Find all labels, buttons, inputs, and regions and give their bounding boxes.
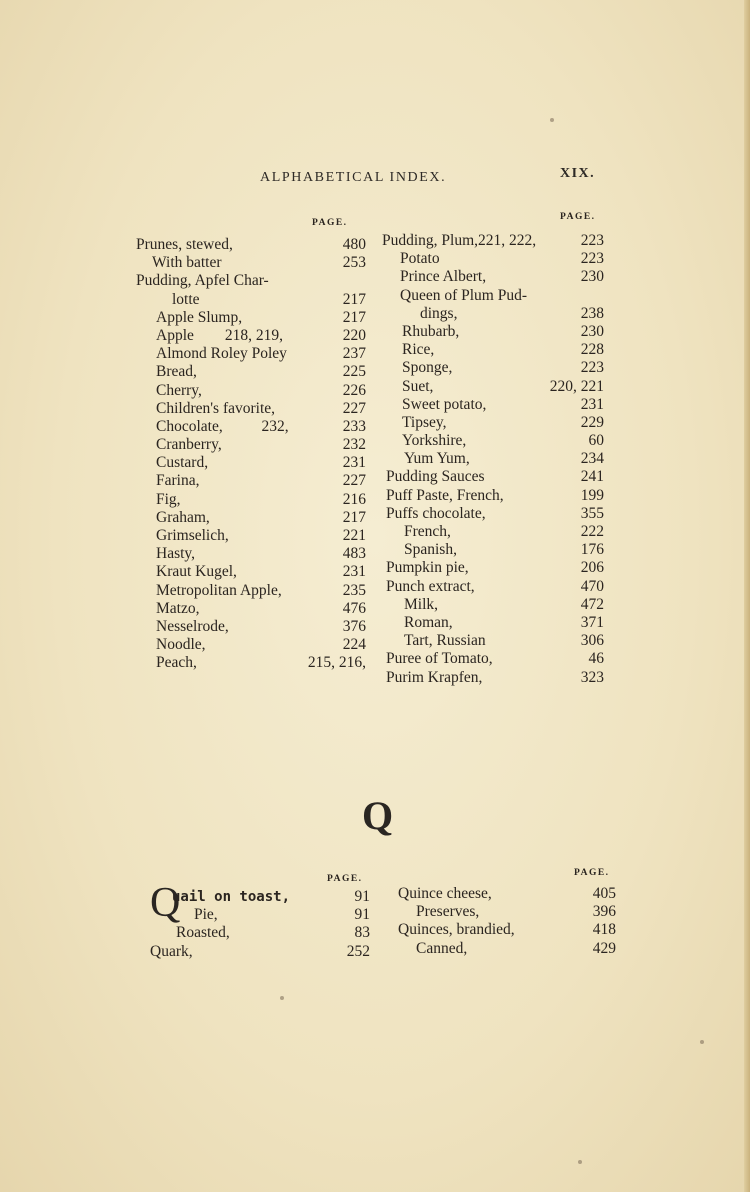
entry-label: Punch extract,	[386, 577, 475, 595]
entry-page: 225	[342, 363, 366, 381]
entry-page: 226	[342, 381, 366, 399]
entry-page: 472	[580, 595, 604, 613]
index-entry	[398, 940, 616, 958]
entry-label: Quinces, brandied,	[398, 921, 515, 939]
index-entry	[382, 541, 604, 559]
entry-label: Roman,	[404, 613, 453, 631]
index-entry	[136, 491, 366, 509]
entry-page: 237	[342, 345, 366, 363]
entry-page: 221	[342, 527, 366, 544]
entry-label: Chocolate, 232,	[156, 417, 289, 435]
index-column-p-right	[382, 232, 604, 687]
entry-page: 217	[342, 290, 366, 308]
entry-label: Puree of Tomato,	[386, 650, 493, 668]
entry-label: Tart, Russian	[404, 632, 486, 650]
entry-page: 220, 221	[549, 377, 604, 395]
entry-label: Purim Krapfen,	[386, 668, 483, 686]
entry-label: Canned,	[416, 939, 468, 957]
entry-label: Apple Slump,	[156, 308, 243, 326]
entry-page: 60	[588, 432, 604, 450]
entry-label: Pudding Sauces	[386, 468, 485, 486]
index-entry	[150, 924, 370, 942]
index-entry	[382, 632, 604, 650]
entry-page: 223	[580, 359, 604, 377]
index-entry	[382, 468, 604, 486]
page-column-label: PAGE.	[327, 874, 363, 884]
entry-label: Prunes, stewed,	[136, 236, 233, 253]
entry-page: 217	[342, 308, 366, 326]
entry-label: Cherry,	[156, 381, 202, 399]
index-entry	[136, 291, 366, 309]
index-entry	[382, 650, 604, 668]
index-entry	[382, 596, 604, 614]
entry-page: 176	[580, 541, 604, 559]
entry-label: Puffs chocolate,	[386, 504, 486, 522]
index-entry	[136, 472, 366, 490]
page-column-label: PAGE.	[574, 868, 610, 878]
entry-label: Graham,	[156, 508, 210, 526]
index-entry	[150, 943, 370, 961]
index-entry	[382, 450, 604, 468]
running-header: ALPHABETICAL INDEX.	[260, 170, 447, 185]
index-entry	[136, 600, 366, 618]
index-column-p-left	[136, 236, 366, 673]
entry-label: Quince cheese,	[398, 885, 492, 902]
page-column-label: PAGE.	[312, 218, 348, 228]
index-entry	[136, 418, 366, 436]
entry-page: 227	[342, 399, 366, 417]
entry-page: 215, 216,	[307, 654, 366, 672]
entry-label: Tipsey,	[402, 413, 447, 431]
entry-page: 220	[342, 326, 366, 344]
entry-page: 483	[342, 545, 366, 563]
entry-label: Sweet potato,	[402, 395, 487, 413]
index-entry	[382, 287, 604, 305]
entry-label: Metropolitan Apple,	[156, 581, 282, 599]
entry-label: Farina,	[156, 472, 200, 490]
entry-page: 376	[342, 617, 366, 635]
entry-page: 235	[342, 581, 366, 599]
index-entry	[136, 436, 366, 454]
entry-label: With batter	[152, 254, 222, 272]
index-entry	[382, 432, 604, 450]
index-entry	[382, 614, 604, 632]
index-entry	[136, 236, 366, 254]
entry-label: Rhubarb,	[402, 322, 460, 340]
entry-label: Queen of Plum Pud-	[400, 286, 528, 304]
entry-label: Hasty,	[156, 545, 196, 563]
entry-page: 227	[342, 472, 366, 490]
entry-page: 306	[580, 632, 604, 650]
index-entry	[382, 268, 604, 286]
index-entry	[398, 921, 616, 939]
index-entry	[382, 378, 604, 396]
entry-page: 83	[354, 924, 370, 942]
entry-page: 241	[580, 468, 604, 486]
entry-page: 91	[354, 888, 370, 905]
index-entry	[136, 454, 366, 472]
index-entry	[136, 309, 366, 327]
entry-label: Suet,	[402, 377, 434, 395]
entry-page: 355	[580, 504, 604, 522]
index-entry	[136, 345, 366, 363]
entry-page: 234	[580, 450, 604, 468]
entry-page: 223	[580, 232, 604, 249]
entry-page: 217	[342, 508, 366, 526]
entry-label: Almond Roley Poley	[156, 345, 287, 363]
index-entry	[382, 341, 604, 359]
index-entry	[136, 636, 366, 654]
entry-label: Sponge,	[402, 359, 453, 377]
index-entry	[382, 523, 604, 541]
page-column-label: PAGE.	[560, 212, 596, 222]
entry-label: Roasted,	[176, 924, 230, 942]
entry-label: Apple 218, 219,	[156, 326, 284, 344]
entry-page: 46	[588, 650, 604, 668]
entry-page: 231	[580, 395, 604, 413]
entry-label: Pie,	[194, 906, 218, 924]
entry-page: 238	[580, 304, 604, 322]
entry-page: 396	[592, 903, 616, 921]
entry-label: dings,	[420, 304, 458, 322]
entry-page: 231	[342, 563, 366, 581]
entry-label: Yum Yum,	[404, 450, 470, 468]
entry-label: Children's favorite,	[156, 399, 276, 417]
paper-speck	[550, 118, 554, 122]
index-column-q-left	[150, 888, 370, 961]
index-entry	[136, 327, 366, 345]
index-entry	[136, 582, 366, 600]
entry-page: 476	[342, 599, 366, 617]
entry-page: 223	[580, 250, 604, 268]
entry-label: Peach,	[156, 654, 197, 672]
entry-page: 253	[342, 254, 366, 272]
index-entry	[398, 885, 616, 903]
index-entry	[382, 323, 604, 341]
entry-label: Quark,	[150, 942, 193, 960]
entry-label: Fig,	[156, 490, 181, 508]
entry-label: Grimselich,	[156, 527, 229, 544]
entry-page: 91	[354, 906, 370, 924]
entry-page: 371	[580, 613, 604, 631]
entry-label: Nesselrode,	[156, 617, 229, 635]
page-edge	[744, 0, 750, 1192]
index-entry	[136, 654, 366, 672]
entry-label: Yorkshire,	[402, 432, 467, 450]
entry-page: 323	[580, 668, 604, 686]
entry-label: Cranberry,	[156, 436, 222, 454]
index-entry	[136, 563, 366, 581]
entry-page: 230	[580, 268, 604, 286]
entry-page: 216	[342, 490, 366, 508]
entry-page: 252	[346, 942, 370, 960]
page-folio: XIX.	[560, 166, 596, 181]
index-entry	[382, 578, 604, 596]
entry-page: 228	[580, 341, 604, 359]
index-entry	[136, 618, 366, 636]
entry-label: Potato	[400, 250, 440, 268]
index-entry	[382, 487, 604, 505]
entry-label: Pudding, Plum,221, 222,	[382, 232, 537, 249]
entry-label: Preserves,	[416, 903, 480, 921]
entry-page: 405	[592, 885, 616, 902]
index-entry	[136, 363, 366, 381]
entry-page: 222	[580, 523, 604, 540]
entry-label: Noodle,	[156, 636, 206, 654]
index-entry	[136, 400, 366, 418]
index-entry	[382, 305, 604, 323]
entry-label: uail on toast,	[172, 889, 291, 905]
entry-label: Rice,	[402, 341, 435, 359]
paper-speck	[280, 996, 284, 1000]
entry-page: 232	[342, 436, 366, 454]
entry-label: Spanish,	[404, 541, 457, 559]
entry-page: 480	[342, 236, 366, 253]
entry-page: 418	[592, 921, 616, 939]
entry-label: lotte	[172, 290, 200, 308]
entry-label: French,	[404, 523, 451, 540]
paper-speck	[578, 1160, 582, 1164]
entry-page: 229	[580, 413, 604, 431]
entry-label: Custard,	[156, 454, 209, 472]
entry-page: 470	[580, 577, 604, 595]
drop-cap-q: Q	[150, 880, 181, 926]
entry-label: Bread,	[156, 363, 197, 381]
entry-label: Pumpkin pie,	[386, 559, 469, 577]
entry-label: Puff Paste, French,	[386, 486, 504, 504]
index-entry	[136, 254, 366, 272]
paper-speck	[700, 1040, 704, 1044]
index-entry	[150, 906, 370, 924]
index-entry	[382, 232, 604, 250]
index-column-q-right	[398, 885, 616, 958]
index-entry	[382, 414, 604, 432]
entry-label: Prince Albert,	[400, 268, 487, 286]
index-entry	[150, 888, 370, 906]
index-entry	[382, 669, 604, 687]
entry-label: Kraut Kugel,	[156, 563, 237, 581]
index-entry	[382, 396, 604, 414]
entry-page: 230	[580, 322, 604, 340]
entry-page: 429	[592, 939, 616, 957]
index-entry	[136, 527, 366, 545]
section-letter: Q	[362, 793, 394, 838]
index-entry	[136, 272, 366, 290]
index-entry	[382, 505, 604, 523]
index-entry	[136, 509, 366, 527]
entry-page: 224	[342, 636, 366, 654]
entry-label: Milk,	[404, 595, 439, 613]
entry-page: 233	[342, 417, 366, 435]
entry-label: Matzo,	[156, 599, 200, 617]
entry-page: 206	[580, 559, 604, 577]
index-entry	[382, 359, 604, 377]
index-entry	[382, 559, 604, 577]
index-entry	[382, 250, 604, 268]
entry-label: Pudding, Apfel Char-	[136, 272, 269, 290]
index-entry	[398, 903, 616, 921]
entry-page: 231	[342, 454, 366, 472]
entry-page: 199	[580, 486, 604, 504]
index-entry	[136, 382, 366, 400]
index-entry	[136, 545, 366, 563]
